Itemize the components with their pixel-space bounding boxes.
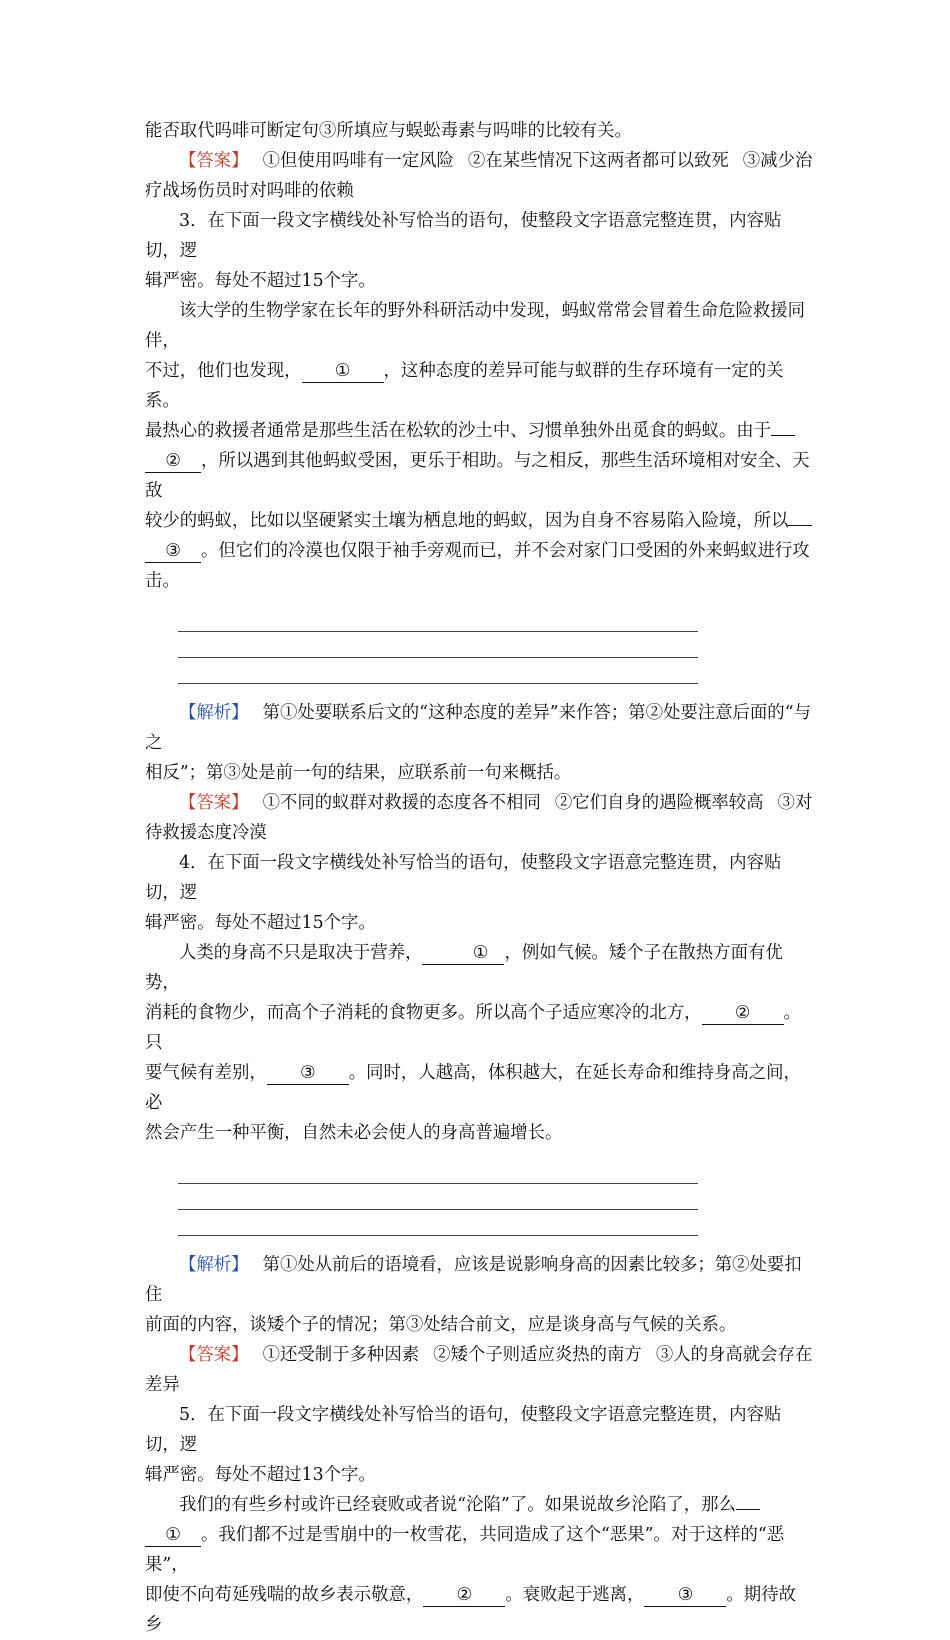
q4-analysis-cont: 前面的内容，谈矮个子的情况；第③处结合前文，应是谈身高与气候的关系。 xyxy=(145,1315,737,1335)
fill-blank-1-start[interactable] xyxy=(736,1509,760,1510)
answer-label: 【答案】 xyxy=(179,793,249,813)
q3-text-line: 最热心的救援者通常是那些生活在松软的沙土中、习惯单独外出觅食的蚂蚁。由于 xyxy=(145,416,813,446)
answer-label: 【答案】 xyxy=(179,151,249,171)
q3-answer: 【答案】 ①不同的蚁群对救援的态度各不相同 ②它们自身的遇险概率较高 ③对 xyxy=(179,793,813,813)
fill-blank-2[interactable]: ② xyxy=(702,1002,784,1025)
writing-line[interactable] xyxy=(178,1158,698,1184)
q5-text-line: ① 。我们都不过是雪崩中的一枚雪花，共同造成了这个“恶果”。对于这样的“恶果”， xyxy=(145,1525,785,1575)
answer-writing-lines xyxy=(178,606,813,684)
q3-text-line: ③ 。但它们的冷漠也仅限于袖手旁观而已，并不会对家门口受困的外来蚂蚁进行攻击。 xyxy=(145,541,810,591)
fill-blank-1[interactable]: ① xyxy=(302,360,384,383)
q4-prompt: 4．在下面一段文字横线处补写恰当的语句，使整段文字语意完整连贯，内容贴切，逻 xyxy=(145,853,782,903)
q3-text-line: 不过，他们也发现， ① ，这种态度的差异可能与蚁群的生存环境有一定的关系。 xyxy=(145,361,784,411)
fill-blank-2-start[interactable] xyxy=(771,435,795,436)
document-page xyxy=(145,116,813,1640)
fill-blank-3[interactable]: ③ xyxy=(145,540,201,563)
q3-prompt-cont: 辑严密。每处不超过15个字。 xyxy=(145,271,376,291)
q4-answer: 【答案】 ①还受制于多种因素 ②矮个子则适应炎热的南方 ③人的身高就会存在 xyxy=(179,1345,813,1365)
q4-prompt-cont: 辑严密。每处不超过15个字。 xyxy=(145,913,376,933)
q4-text-line: 消耗的食物少，而高个子消耗的食物更多。所以高个子适应寒冷的北方， ② 。只 xyxy=(145,1003,801,1053)
q2-answer: 【答案】 ①但使用吗啡有一定风险 ②在某些情况下这两者都可以致死 ③减少治 xyxy=(179,151,813,171)
writing-line[interactable] xyxy=(178,606,698,632)
answer-label: 【答案】 xyxy=(179,1345,249,1365)
writing-line[interactable] xyxy=(178,658,698,684)
fill-blank-2[interactable]: ② xyxy=(423,1584,505,1607)
q5-text-line: 我们的有些乡村或许已经衰败或者说“沦陷”了。如果说故乡沦陷了，那么 xyxy=(145,1490,813,1520)
fill-blank-1[interactable]: ① xyxy=(422,942,504,965)
q3-answer-cont: 待救援态度冷漠 xyxy=(145,823,267,843)
fill-blank-2[interactable]: ② xyxy=(145,450,201,473)
q3-analysis-cont: 相反”；第③处是前一句的结果，应联系前一句来概括。 xyxy=(145,763,572,783)
q5-prompt-cont: 辑严密。每处不超过13个字。 xyxy=(145,1465,376,1485)
writing-line[interactable] xyxy=(178,1210,698,1236)
q5-prompt: 5．在下面一段文字横线处补写恰当的语句，使整段文字语意完整连贯，内容贴切，逻 xyxy=(145,1405,782,1455)
analysis-label: 【解析】 xyxy=(179,703,249,723)
q3-text-line: 较少的蚂蚁，比如以坚硬紧实土壤为栖息地的蚂蚁，因为自身不容易陷入险境，所以 xyxy=(145,506,813,536)
q4-answer-cont: 差异 xyxy=(145,1375,180,1395)
q5-text-line: 即使不向苟延残喘的故乡表示敬意， ② 。衰败起于逃离， ③ 。期待故乡 xyxy=(145,1585,796,1635)
fill-blank-1[interactable]: ① xyxy=(145,1524,201,1547)
analysis-label: 【解析】 xyxy=(179,1255,249,1275)
q4-text-line: 然会产生一种平衡，自然未必会使人的身高普遍增长。 xyxy=(145,1123,563,1143)
writing-line[interactable] xyxy=(178,1184,698,1210)
q3-text-line: ② ，所以遇到其他蚂蚁受困，更乐于相助。与之相反，那些生活环境相对安全、天敌 xyxy=(145,451,810,501)
q3-text-line: 该大学的生物学家在长年的野外科研活动中发现，蚂蚁常常会冒着生命危险救援同伴， xyxy=(145,301,806,351)
q2-answer-cont: 疗战场伤员时对吗啡的依赖 xyxy=(145,181,354,201)
q3-analysis: 【解析】 第①处要联系后文的“这种态度的差异”来作答；第②处要注意后面的“与之 xyxy=(145,703,811,753)
writing-line[interactable] xyxy=(178,632,698,658)
fill-blank-3[interactable]: ③ xyxy=(644,1584,726,1607)
fill-blank-3[interactable]: ③ xyxy=(267,1062,349,1085)
intro-line: 能否取代吗啡可断定句③所填应与蜈蚣毒素与吗啡的比较有关。 xyxy=(145,121,632,141)
fill-blank-3-start[interactable] xyxy=(788,525,812,526)
q4-analysis: 【解析】 第①处从前后的语境看，应该是说影响身高的因素比较多；第②处要扣住 xyxy=(145,1255,802,1305)
q4-text-line: 人类的身高不只是取决于营养， ① ，例如气候。矮个子在散热方面有优势， xyxy=(145,943,783,993)
answer-writing-lines xyxy=(178,1158,813,1236)
q3-prompt: 3．在下面一段文字横线处补写恰当的语句，使整段文字语意完整连贯，内容贴切，逻 xyxy=(145,211,782,261)
q4-text-line: 要气候有差别， ③ 。同时，人越高，体积越大，在延长寿命和维持身高之间，必 xyxy=(145,1063,801,1113)
